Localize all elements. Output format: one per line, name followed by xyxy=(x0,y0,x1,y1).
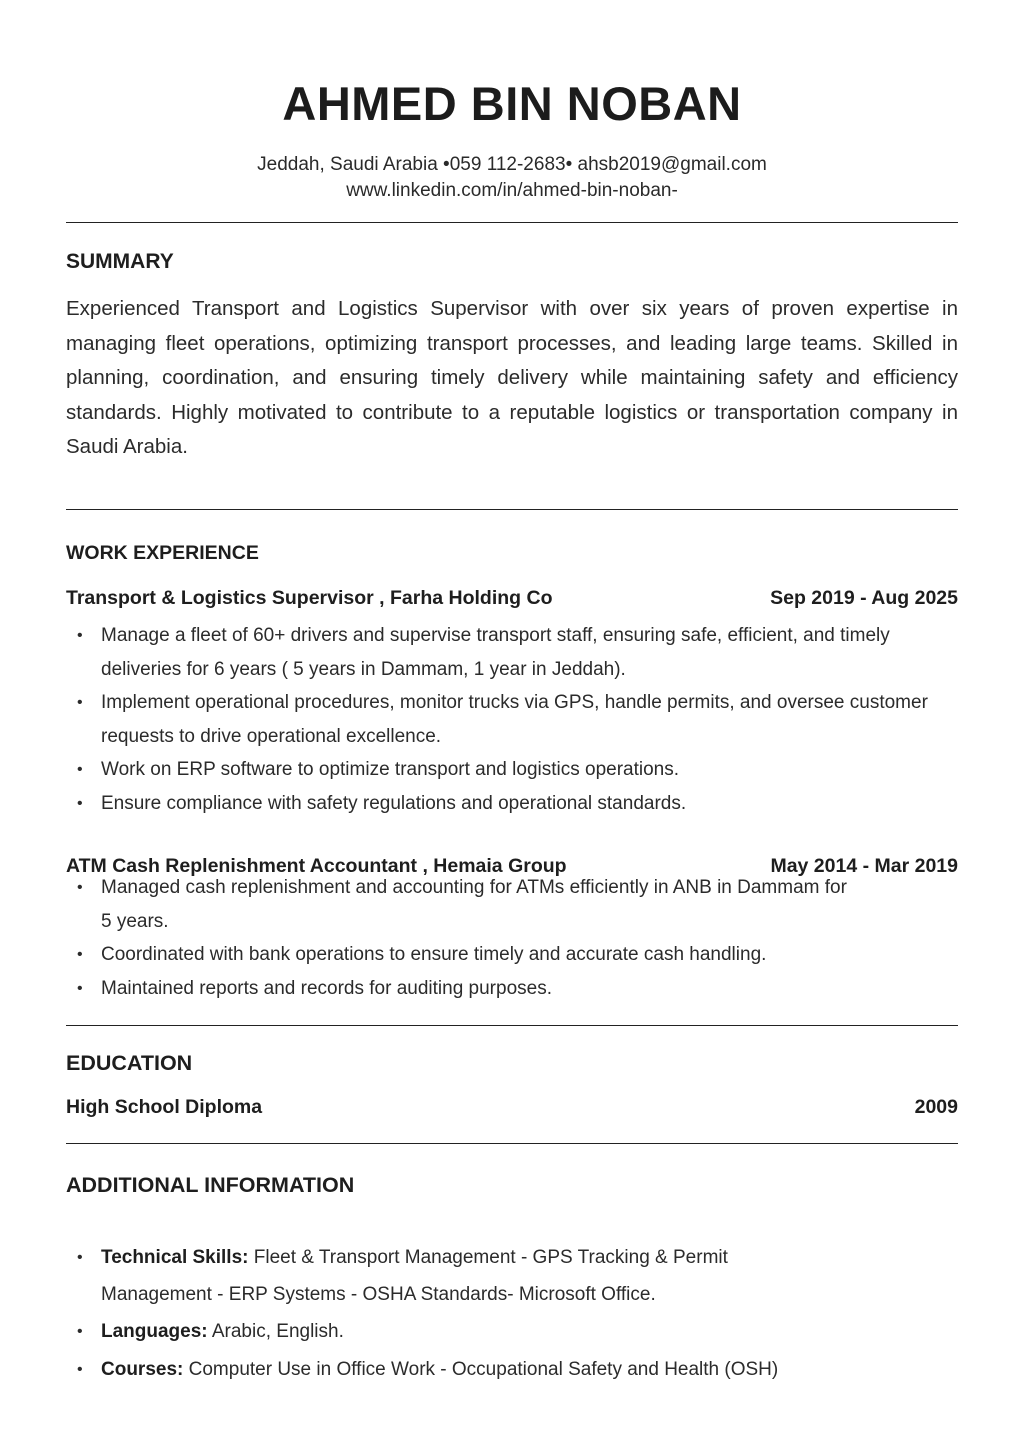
item-label: Technical Skills: xyxy=(101,1247,249,1268)
list-item: • Work on ERP software to optimize transport and logistics operations. xyxy=(66,753,958,787)
list-item: • Courses: Computer Use in Office Work - Occupational Safety and Health (OSH) xyxy=(66,1351,958,1389)
candidate-name: AHMED BIN NOBAN xyxy=(282,77,742,130)
work-experience-heading: WORK EXPERIENCE xyxy=(66,542,259,564)
bullet-icon: • xyxy=(77,1323,83,1340)
job-bullets xyxy=(66,871,958,1005)
bullet-icon: • xyxy=(77,946,83,963)
job-header xyxy=(66,587,958,610)
bullet-icon: • xyxy=(77,761,83,778)
list-item: • Maintained reports and records for auditing purposes. xyxy=(66,972,958,1006)
bullet-icon: • xyxy=(77,794,83,812)
list-item: • Manage a fleet of 60+ drivers and supervise transport staff, ensuring safe, efficient, and timely deliveries for 6 years ( 5 years in Dammam, 1 year in Jeddah). xyxy=(66,619,958,686)
list-item: • Coordinated with bank operations to ensure timely and accurate cash handling. xyxy=(66,938,958,972)
bullet-icon: • xyxy=(77,979,83,997)
item-label: Courses: xyxy=(101,1359,184,1380)
list-item: • Ensure compliance with safety regulations and operational standards. xyxy=(66,787,958,821)
additional-info-list xyxy=(66,1240,958,1389)
divider xyxy=(66,509,958,510)
additional-info-heading: ADDITIONAL INFORMATION xyxy=(66,1173,355,1197)
bullet-icon: • xyxy=(77,1249,83,1266)
list-item: • Implement operational procedures, monitor trucks via GPS, handle permits, and oversee customer requests to drive operational excellence. xyxy=(66,686,958,753)
list-item: • Managed cash replenishment and accounting for ATMs efficiently in ANB in Dammam for 5 years. xyxy=(66,871,958,938)
job-role: ATM Cash Replenishment Accountant , Hemaia Group xyxy=(66,855,567,877)
summary-heading: SUMMARY xyxy=(66,250,174,273)
divider xyxy=(66,1143,958,1144)
education-row xyxy=(66,1096,958,1119)
job-role: Transport & Logistics Supervisor , Farha Holding Co xyxy=(66,587,553,609)
list-item: • Languages: Arabic, English. xyxy=(66,1313,958,1351)
bullet-icon: • xyxy=(77,694,83,711)
job-dates: Sep 2019 - Aug 2025 xyxy=(770,587,958,609)
bullet-icon: • xyxy=(77,879,83,896)
linkedin-url: www.linkedin.com/in/ahmed-bin-noban- xyxy=(346,180,678,201)
job-dates: May 2014 - Mar 2019 xyxy=(770,855,958,877)
degree: High School Diploma xyxy=(66,1096,263,1118)
job-bullets xyxy=(66,619,958,820)
education-heading: EDUCATION xyxy=(66,1051,193,1075)
bullet-icon: • xyxy=(77,1361,83,1378)
divider xyxy=(66,1025,958,1026)
list-item: • Technical Skills: Fleet & Transport Management - GPS Tracking & Permit Management - ERP Systems - OSHA Standards- Microsoft Office. xyxy=(66,1240,958,1313)
graduation-year: 2009 xyxy=(914,1096,958,1118)
contact-block xyxy=(66,152,958,204)
item-label: Languages: xyxy=(101,1321,208,1342)
bullet-icon: • xyxy=(77,627,83,644)
divider xyxy=(66,222,958,223)
summary-text: Experienced Transport and Logistics Supervisor with over six years of proven expertise in managing fleet operations, optimizing transport processes, and leading large teams. Skilled in planning, coordination, and ensuring timely delivery while maintaining safety and efficiency standards. Highly motivated to contribute to a reputable logistics or transportation company in Saudi Arabia. xyxy=(66,297,958,459)
contact-line: Jeddah, Saudi Arabia •059 112-2683• ahsb2019@gmail.com xyxy=(257,154,767,175)
